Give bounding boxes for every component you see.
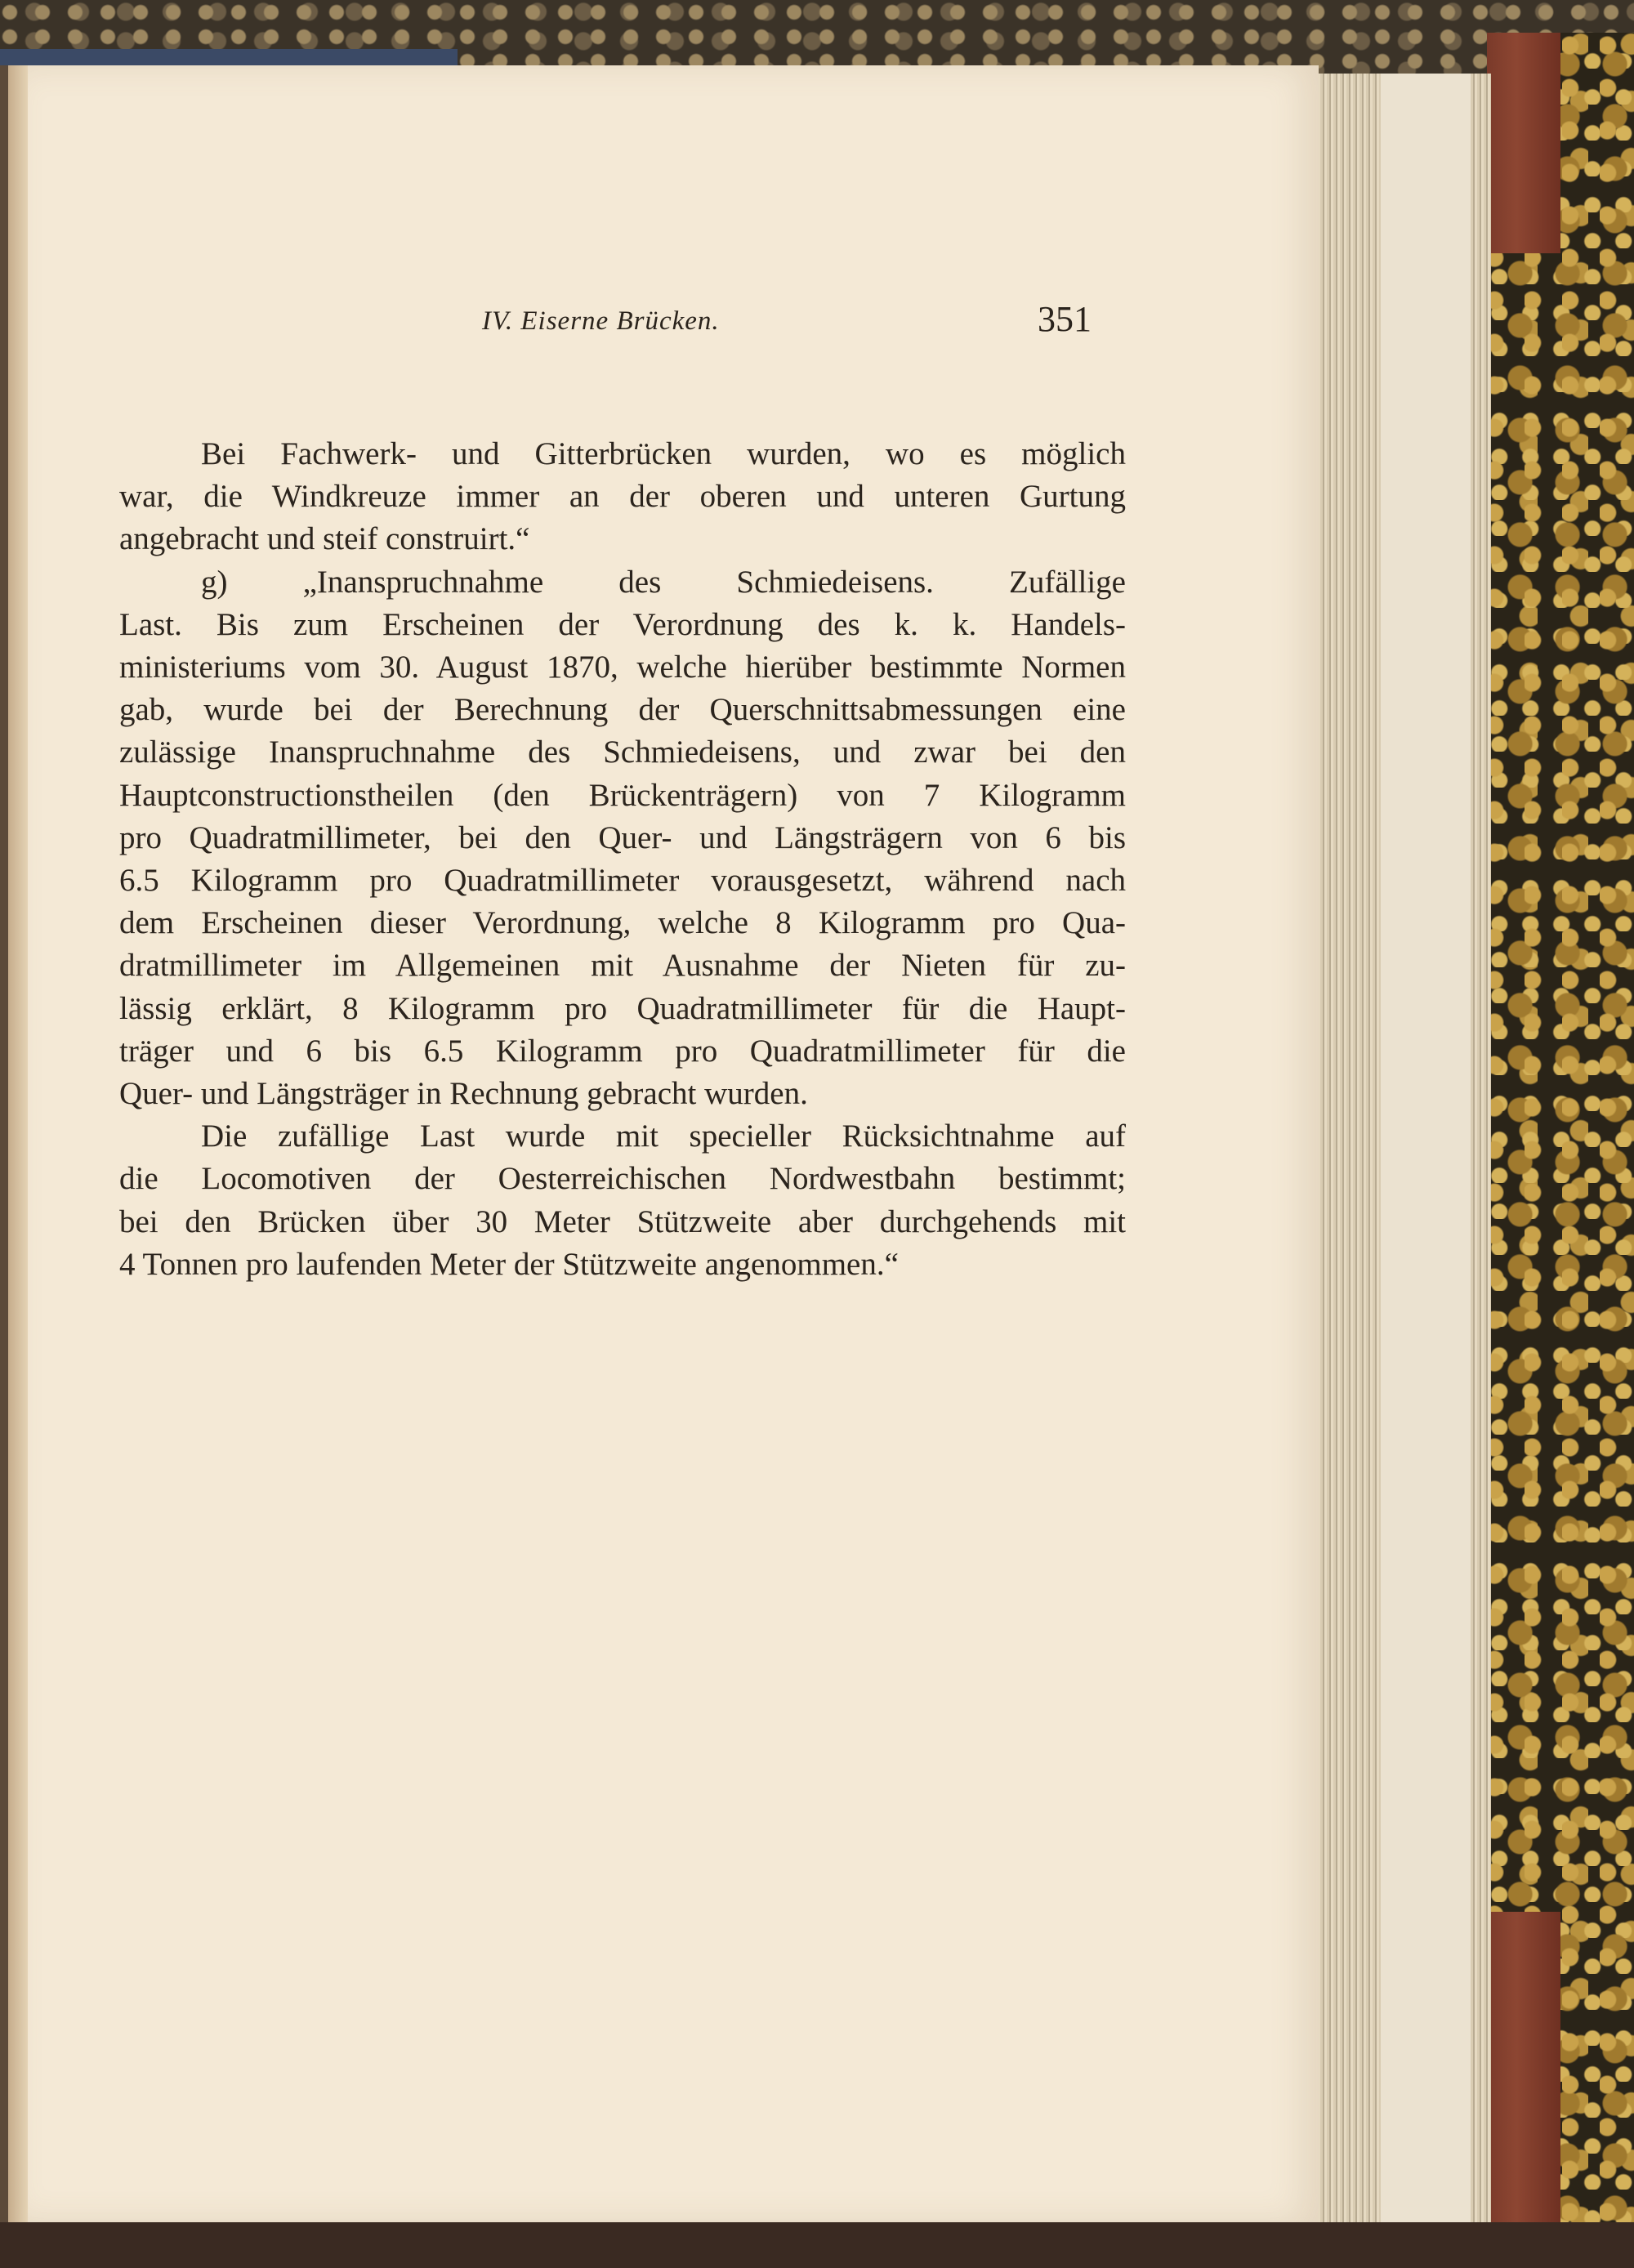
page-stack-edges: [1307, 74, 1491, 2239]
text-line: bei den Brücken über 30 Meter Stützweite aber durchgehends mit: [119, 1203, 1126, 1239]
body-text: [119, 433, 1126, 1286]
paragraph: [119, 1115, 1126, 1286]
text-line: Hauptconstructionstheilen (den Brückenträgern) von 7 Kilogramm: [119, 777, 1126, 813]
leather-corner-bottom: [1487, 1912, 1560, 2268]
text-line: lässig erklärt, 8 Kilogramm pro Quadratmillimeter für die Haupt-: [119, 990, 1126, 1026]
text-line: zulässige Inanspruchnahme des Schmiedeisens, und zwar bei den: [119, 734, 1126, 770]
text-line: 6.5 Kilogramm pro Quadratmillimeter vorausgesetzt, während nach: [119, 863, 1126, 899]
text-line: gab, wurde bei der Berechnung der Querschnittsabmessungen eine: [119, 692, 1126, 728]
table-surface: [0, 2222, 1634, 2268]
marbled-top-edge: [0, 0, 1634, 74]
page-stack-inner: [1381, 74, 1471, 2239]
book-page: [28, 65, 1319, 2222]
text-line: Bei Fachwerk- und Gitterbrücken wurden, wo es möglich: [201, 436, 1126, 471]
text-line: dratmillimeter im Allgemeinen mit Ausnahme der Nieten für zu-: [119, 948, 1126, 984]
text-line: Last. Bis zum Erscheinen der Verordnung des k. k. Handels-: [119, 606, 1126, 642]
paragraph: [119, 433, 1126, 561]
page-number: 351: [1038, 299, 1092, 339]
text-line: war, die Windkreuze immer an der oberen und unteren Gurtung: [119, 479, 1126, 515]
text-line: träger und 6 bis 6.5 Kilogramm pro Quadratmillimeter für die: [119, 1033, 1126, 1069]
text-line: Quer- und Längsträger in Rechnung gebracht wurden.: [119, 1076, 808, 1112]
text-line: Die zufällige Last wurde mit specieller Rücksichtnahme auf: [201, 1118, 1126, 1154]
text-line: dem Erscheinen dieser Verordnung, welche 8 Kilogramm pro Qua-: [119, 905, 1126, 941]
running-head: [28, 298, 1126, 347]
marbled-cover: [1487, 33, 1634, 2268]
text-line: die Locomotiven der Oesterreichischen Nordwestbahn bestimmt;: [119, 1161, 1126, 1197]
paragraph: [119, 561, 1126, 1116]
running-head-title: IV. Eiserne Brücken.: [482, 306, 720, 336]
text-line: ministeriums vom 30. August 1870, welche hierüber bestimmte Normen: [119, 650, 1126, 685]
text-line: angebracht und steif construirt.“: [119, 521, 530, 557]
text-line: pro Quadratmillimeter, bei den Quer- und Längsträgern von 6 bis: [119, 819, 1126, 855]
leather-corner-top: [1487, 33, 1560, 253]
left-cover-edge: [0, 65, 8, 2230]
text-line: g) „Inanspruchnahme des Schmiedeisens. Zufällige: [201, 564, 1126, 600]
text-line: 4 Tonnen pro laufenden Meter der Stützweite angenommen.“: [119, 1246, 899, 1282]
